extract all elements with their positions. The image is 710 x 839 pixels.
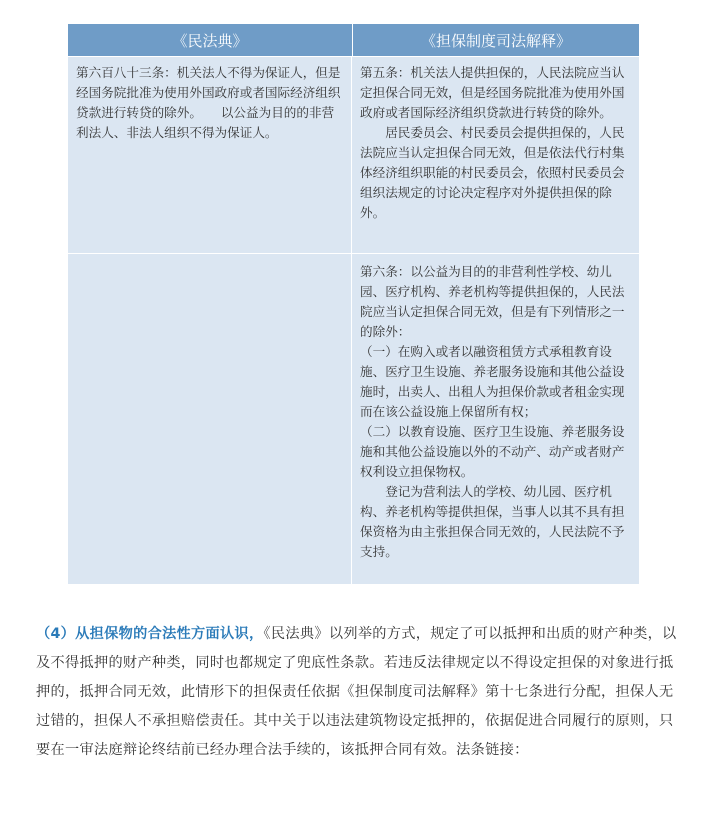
header-guarantee-interpretation: 《担保制度司法解释》 — [353, 24, 639, 56]
cell-article-6 — [352, 254, 639, 584]
article-6-para-4: 登记为营利法人的学校、幼儿园、医疗机构、养老机构等提供担保，当事人以其不具有担保资格为由主张担保合同无效的，人民法院不予支持。 — [360, 484, 625, 559]
article-6-para-2: （一）在购入或者以融资租赁方式承租教育设施、医疗卫生设施、养老服务设施和其他公益设施时，出卖人、出租人为担保价款或者租金实现而在该公益设施上保留所有权； — [360, 344, 625, 419]
cell-article-683 — [68, 57, 352, 253]
article-6-para-1: 第六条：以公益为目的的非营利性学校、幼儿园、医疗机构、养老机构等提供担保的，人民法院应当认定担保合同无效，但是有下列情形之一的除外： — [360, 264, 625, 339]
paragraph-lead: （4）从担保物的合法性方面认识， — [36, 626, 264, 642]
header-civil-code: 《民法典》 — [68, 24, 353, 56]
comparison-table — [68, 24, 639, 584]
table-row — [68, 56, 639, 253]
cell-empty — [68, 254, 352, 584]
article-5-para-2: 居民委员会、村民委员会提供担保的，人民法院应当认定担保合同无效，但是依法代行村集体经济组织职能的村民委员会，依照村民委员会组织法规定的讨论决定程序对外提供担保的除外。 — [360, 125, 625, 220]
article-5-para-1: 第五条：机关法人提供担保的，人民法院应当认定担保合同无效，但是经国务院批准为使用外国政府或者国际经济组织贷款进行转贷的除外。 — [360, 65, 625, 120]
article-683-text: 第六百八十三条：机关法人不得为保证人，但是经国务院批准为使用外国政府或者国际经济组织贷款进行转贷的除外。 以公益为目的的非营利法人、非法人组织不得为保证人。 — [76, 65, 341, 140]
table-header — [68, 24, 639, 56]
article-6-para-3: （二）以教育设施、医疗卫生设施、养老服务设施和其他公益设施以外的不动产、动产或者财产权利设立担保物权。 — [360, 424, 625, 479]
paragraph-text: 《民法典》以列举的方式，规定了可以抵押和出质的财产种类，以及不得抵押的财产种类，同时也都规定了兜底性条款。若违反法律规定以不得设定担保的对象进行抵押的，抵押合同无效，此情形下的担保责任依据《担保制度司法解释》第十七条进行分配，担保人无过错的，担保人不承担赔偿责任。其中关于以违法建筑物设定抵押的，依据促进合同履行的原则，只要在一审法庭辩论终结前已经办理合法手续的，该抵押合同有效。法条链接： — [36, 626, 677, 758]
body-paragraph — [36, 620, 678, 765]
cell-article-5 — [352, 57, 639, 253]
table-row — [68, 253, 639, 584]
